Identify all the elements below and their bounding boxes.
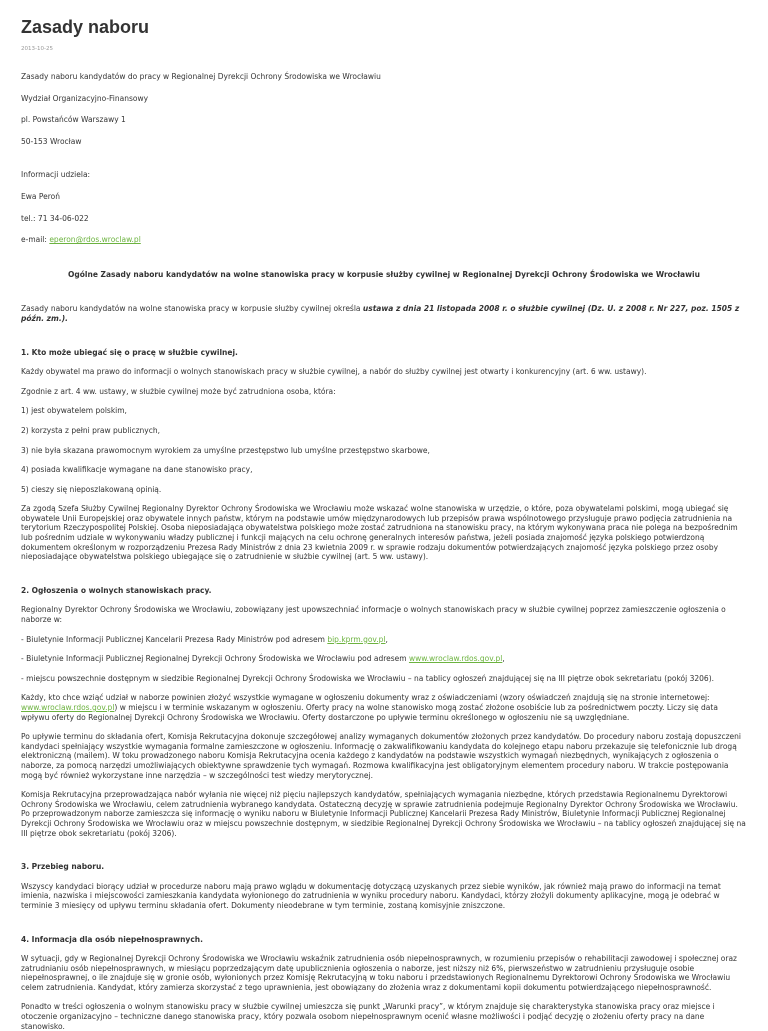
- bulletin-item: [21, 635, 747, 645]
- section-4-paragraph: Ponadto w treści ogłoszenia o wolnym stanowisku pracy w służbie cywilnej umieszcza się punkt „Warunki pracy”, w którym znajduje się charakterystyka stanowiska pracy oraz miejsce i otoczenie organizacyjno – techniczne danego stanowiska pracy, który pozwala osobom niepełnosprawnym ocenić własne możliwości i podjąć decyzję o złożeniu oferty pracy na dane stanowisko.: [21, 1002, 715, 1031]
- section-2-paragraph: Komisja Rekrutacyjna przeprowadzająca nabór wyłania nie więcej niż pięciu najlepszych kandydatów, spełniających wymagania niezbędne, których przedstawia Regionalnemu Dyrektorowi Ochrony Środowiska we Wrocławiu, celem zatrudnienia wybranego kandydata. Ostateczną decyzję w sprawie zatrudnienia podejmuje Regionalny Dyrektor Ochrony Środowiska we Wrocławiu. Po przeprowadzonym naborze zamieszcza się informację o wyniku naboru w Biuletynie Informacji Publicznej Kancelarii Prezesa Rady Ministrów, Biuletynie Informacji Publicznej Regionalnej Dyrekcji Ochrony Środowiska we Wrocławiu oraz w miejscu powszechnie dostępnym, w siedzibie Regionalnej Dyrekcji Ochrony Środowiska we Wrocławiu – na tablicy ogłoszeń znajdującej się na III piętrze obok sekretariatu (pokój 3206).: [21, 790, 746, 838]
- section-4-paragraph: W sytuacji, gdy w Regionalnej Dyrekcji Ochrony Środowiska we Wrocławiu wskaźnik zatrudnienia osób niepełnosprawnych, w rozumieniu przepisów o rehabilitacji zawodowej i społecznej oraz zatrudnianiu osób niepełnosprawnych, w miesiącu poprzedzającym datę upublicznienia ogłoszenia o naborze, jest niższy niż 6%, pierwszeństwo w zatrudnieniu przysługuje osobie niepełnosprawnej, o ile znajduje się w gronie osób, wyłonionych przez Komisję Rekrutacyjną w toku naboru i przedstawionych Regionalnemu Dyrektorowi Ochrony Środowiska we Wrocławiu celem zatrudnienia. Kandydat, który zamierza skorzystać z tego uprawnienia, jest obowiązany do złożenia wraz z dokumentami kopii dokumentu potwierdzającego niepełnosprawność.: [21, 954, 737, 992]
- bulletin-item: - miejscu powszechnie dostępnym w siedzibie Regionalnej Dyrekcji Ochrony Środowiska we Wrocławiu – na tablicy ogłoszeń znajdującej się na III piętrze obok sekretariatu (pokój 3206).: [21, 673, 714, 683]
- bulletin-text: - Biuletynie Informacji Publicznej Kancelarii Prezesa Rady Ministrów pod adresem: [21, 634, 328, 644]
- paragraph-text: Każdy, kto chce wziąć udział w naborze powinien złożyć wszystkie wymagane w ogłoszeniu dokumenty wraz z oświadczeniami (wzory oświadczeń znajdują się na stronie internetowej:: [21, 693, 710, 703]
- bulletin-suffix: ,: [502, 654, 505, 664]
- address-city: 50-153 Wrocław: [21, 136, 82, 146]
- rdos-forms-link[interactable]: www.wroclaw.rdos.gov.pl: [21, 703, 115, 712]
- publish-date: 2013-10-25: [21, 46, 53, 52]
- rdos-link[interactable]: www.wroclaw.rdos.gov.pl: [408, 654, 503, 664]
- requirement-item: 4) posiada kwalifikacje wymagane na dane stanowisko pracy,: [21, 465, 253, 475]
- section-1-paragraph: Każdy obywatel ma prawo do informacji o wolnych stanowiskach pracy w służbie cywilnej, a nabór do służby cywilnej jest otwarty i konkurencyjny (art. 6 ww. ustawy).: [21, 367, 647, 377]
- department-name: Wydział Organizacyjno-Finansowy: [21, 93, 149, 103]
- section-2-paragraph: Po upływie terminu do składania ofert, Komisja Rekrutacyjna dokonuje szczegółowej analizy wymaganych dokumentów złożonych przez kandydatów. Do procedury naboru zostają dopuszczeni kandydaci spełniający wszystkie wymagania formalne zamieszczone w ogłoszeniu. Informację o zakwalifikowaniu kandydata do kolejnego etapu naboru przekazuje się telefonicznie lub drogą elektroniczną (mailem). W toku prowadzonego naboru Komisja Rekrutacyjna ocenia każdego z kandydatów na podstawie wszystkich wymagań niezbędnych, wynikających z ogłoszenia o naborze, za pomocą narzędzi umożliwiających obiektywne sprawdzenie tych wymagań. Rozmowa kwalifikacyjna jest obligatoryjnym elementem procedury naboru. W trakcie postępowania mogą być również wykorzystane inne narzędzia – w szczególności test wiedzy merytorycznej.: [21, 732, 741, 780]
- law-paragraph: [21, 304, 747, 323]
- bulletin-suffix: ,: [385, 634, 388, 644]
- bulletin-text: - Biuletynie Informacji Publicznej Regionalnej Dyrekcji Ochrony Środowiska we Wrocławiu pod adresem: [21, 654, 409, 664]
- section-2-heading: 2. Ogłoszenia o wolnych stanowiskach pracy.: [21, 585, 212, 595]
- requirement-item: 5) cieszy się nieposzlakowaną opinią.: [21, 484, 162, 494]
- bulletin-item: [21, 654, 747, 664]
- section-1-heading: 1. Kto może ubiegać się o pracę w służbie cywilnej.: [21, 347, 238, 357]
- requirement-item: 3) nie była skazana prawomocnym wyrokiem za umyślne przestępstwo lub umyślne przestępstwo skarbowe,: [21, 445, 430, 455]
- section-4-heading: 4. Informacja dla osób niepełnosprawnych.: [21, 934, 203, 944]
- section-2-paragraph: [21, 693, 747, 722]
- contact-email: [21, 235, 747, 245]
- address-street: pl. Powstańców Warszawy 1: [21, 115, 126, 125]
- email-link[interactable]: eperon@rdos.wroclaw.pl: [49, 235, 141, 245]
- section-1-paragraph: Zgodnie z art. 4 ww. ustawy, w służbie cywilnej może być zatrudniona osoba, która:: [21, 386, 336, 396]
- requirement-item: 1) jest obywatelem polskim,: [21, 406, 127, 416]
- law-citation: ustawa z dnia 21 listopada 2008 r. o służbie cywilnej (Dz. U. z 2008 r. Nr 227, poz. 1505 z późn. zm.).: [21, 304, 740, 323]
- section-1-paragraph: Za zgodą Szefa Służby Cywilnej Regionalny Dyrektor Ochrony Środowiska we Wrocławiu może wskazać wolne stanowiska w urzędzie, o które, poza obywatelami polskimi, mogą ubiegać się obywatele Unii Europejskiej oraz obywatele innych państw, którym na podstawie umów międzynarodowych lub przepisów prawa wspólnotowego przysługuje prawo podjęcia zatrudnienia na terytorium Rzeczypospolitej Polskiej. Osoba nieposiadająca obywatelstwa polskiego może zostać zatrudniona na stanowisku pracy, na którym wykonywana praca nie polega na bezpośrednim lub pośrednim udziale w wykonywaniu władzy publicznej i funkcji mających na celu ochronę generalnych interesów państwa, jeżeli posiada znajomość języka polskiego potwierdzoną dokumentem określonym w rozporządzeniu Prezesa Rady Ministrów z dnia 23 kwietnia 2009 r. w sprawie rodzaju dokumentów potwierdzających znajomość języka polskiego przez osoby nieposiadające obywatelstwa polskiego ubiegające się o zatrudnienie w służbie cywilnej (art. 5 ww. ustawy).: [21, 504, 738, 562]
- section-3-heading: 3. Przebieg naboru.: [21, 862, 105, 872]
- main-heading: Ogólne Zasady naboru kandydatów na wolne stanowiska pracy w korpusie służby cywilnej w Regionalnej Dyrekcji Ochrony Środowiska we Wrocławiu: [68, 269, 700, 279]
- section-3-paragraph: Wszyscy kandydaci biorący udział w procedurze naboru mają prawo wglądu w dokumentację dotyczącą uzyskanych przez siebie wyników, jak również mają prawo do informacji na temat imienia, nazwiska i miejscowości zamieszkania kandydata wyłonionego do zatrudnienia w wyniku procedury naboru. Kandydaci, którzy złożyli dokumenty aplikacyjne, mogą je odebrać w terminie 3 miesięcy od upływu terminu składania ofert. Dokumenty nieodebrane w tym terminie, zostaną komisyjnie zniszczone.: [21, 881, 721, 910]
- law-prefix: Zasady naboru kandydatów na wolne stanowiska pracy w korpusie służby cywilnej określa: [21, 304, 363, 314]
- page-title: Zasady naboru: [21, 17, 150, 37]
- paragraph-text: ) w miejscu i w terminie wskazanym w ogłoszeniu. Oferty pracy na wolne stanowisko mogą zostać złożone osobiście lub za pośrednictwem poczty. Liczy się data wpływu oferty do Regionalnej Dyrekcji Ochrony Środowiska we Wrocławiu. Oferty dostarczone po upływie terminu określonego w ogłoszeniu nie są uwzględniane.: [21, 703, 718, 722]
- contact-name: Ewa Peroń: [21, 191, 60, 201]
- intro-paragraph: Zasady naboru kandydatów do pracy w Regionalnej Dyrekcji Ochrony Środowiska we Wrocławiu: [21, 72, 381, 81]
- contact-phone: tel.: 71 34-06-022: [21, 213, 89, 223]
- section-2-paragraph: Regionalny Dyrektor Ochrony Środowiska we Wrocławiu, zobowiązany jest upowszechniać informacje o wolnych stanowiskach pracy w służbie cywilnej poprzez zamieszczenie ogłoszenia o naborze w:: [21, 605, 726, 625]
- email-label: e-mail:: [21, 235, 50, 245]
- bip-kprm-link[interactable]: bip.kprm.gov.pl: [327, 634, 386, 644]
- requirement-item: 2) korzysta z pełni praw publicznych,: [21, 425, 160, 435]
- contact-heading: Informacji udziela:: [21, 170, 91, 180]
